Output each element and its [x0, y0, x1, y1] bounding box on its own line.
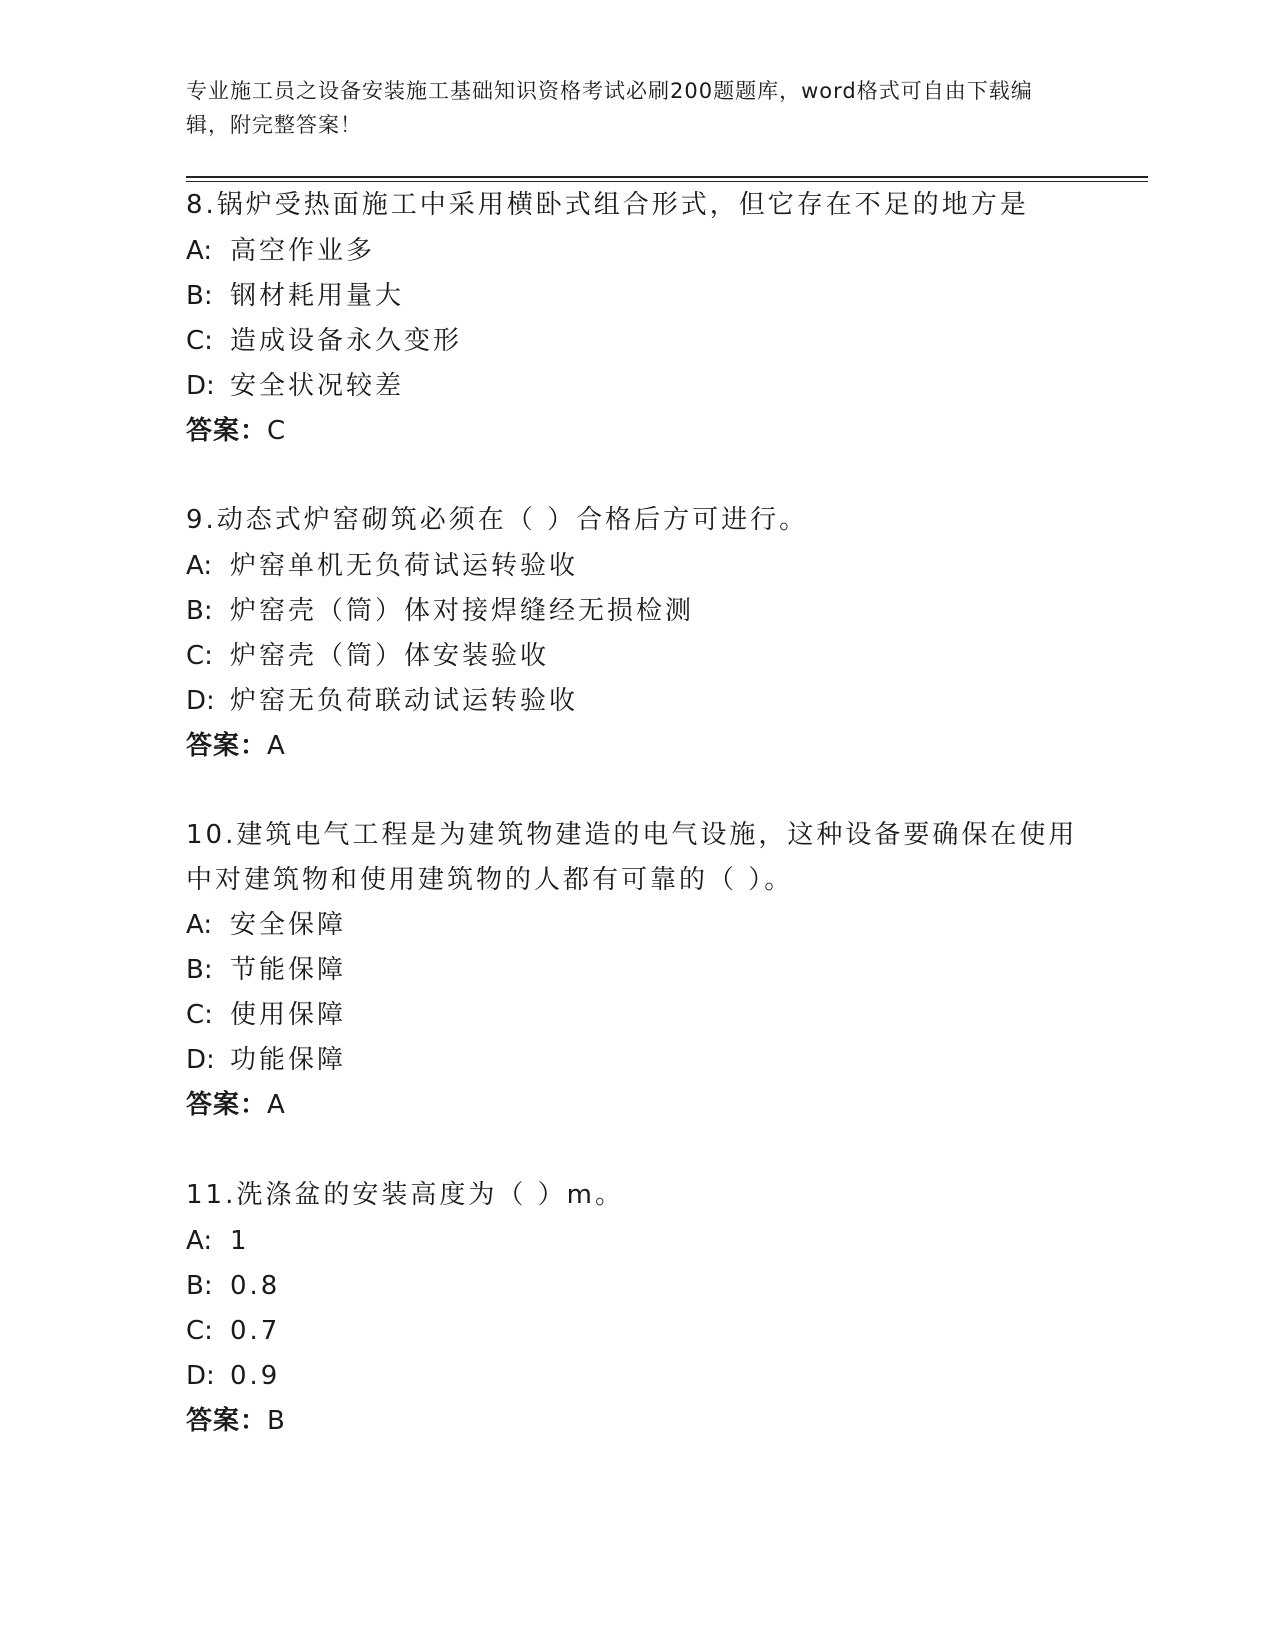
question-item: [186, 498, 1086, 769]
option-text: 安全保障: [230, 910, 347, 940]
option-d: [186, 679, 1086, 724]
option-a: [186, 903, 1086, 948]
option-a: [186, 1219, 1086, 1264]
option-c: [186, 634, 1086, 679]
option-key: A:: [186, 1226, 213, 1256]
option-d: [186, 364, 1086, 409]
answer-label: 答案：: [186, 731, 268, 761]
option-c: [186, 319, 1086, 364]
option-key: B:: [186, 1271, 213, 1301]
option-text: 1: [230, 1226, 250, 1256]
option-key: D:: [186, 686, 215, 716]
header-divider: [186, 176, 1148, 182]
option-key: C:: [186, 641, 213, 671]
option-text: 炉窑单机无负荷试运转验收: [230, 551, 579, 581]
option-key: A:: [186, 551, 213, 581]
question-stem: 10.建筑电气工程是为建筑物建造的电气设施，这种设备要确保在使用中对建筑物和使用建筑物的人都有可靠的（ ）。: [186, 820, 1078, 895]
answer-line: [186, 724, 1086, 769]
option-key: C:: [186, 1316, 213, 1346]
answer-line: [186, 409, 1086, 454]
answer-line: [186, 1399, 1086, 1444]
question-item: [186, 813, 1086, 1128]
answer-value: C: [267, 416, 287, 446]
option-text: 高空作业多: [230, 236, 376, 266]
document-header: 专业施工员之设备安装施工基础知识资格考试必刷200题题库，word格式可自由下载编辑，附完整答案！: [186, 79, 1033, 137]
option-text: 炉窑无负荷联动试运转验收: [230, 686, 579, 716]
option-b: [186, 948, 1086, 993]
option-key: C:: [186, 1000, 213, 1030]
option-text: 造成设备永久变形: [230, 326, 463, 356]
question-item: [186, 1173, 1086, 1444]
option-key: B:: [186, 955, 213, 985]
option-text: 使用保障: [230, 1000, 347, 1030]
option-key: B:: [186, 281, 213, 311]
option-a: [186, 544, 1086, 589]
answer-label: 答案：: [186, 1406, 268, 1436]
option-key: A:: [186, 910, 213, 940]
option-c: [186, 993, 1086, 1038]
option-b: [186, 1264, 1086, 1309]
option-a: [186, 229, 1086, 274]
option-key: C:: [186, 326, 213, 356]
option-c: [186, 1309, 1086, 1354]
option-text: 钢材耗用量大: [230, 281, 405, 311]
question-stem: 9.动态式炉窑砌筑必须在（ ）合格后方可进行。: [186, 505, 809, 535]
question-item: [186, 183, 1086, 454]
option-text: 0.9: [230, 1361, 281, 1391]
answer-label: 答案：: [186, 416, 268, 446]
option-key: B:: [186, 596, 213, 626]
option-b: [186, 274, 1086, 319]
option-key: D:: [186, 371, 215, 401]
option-text: 功能保障: [230, 1045, 347, 1075]
answer-value: A: [267, 731, 286, 761]
option-d: [186, 1354, 1086, 1399]
option-text: 炉窑壳（筒）体对接焊缝经无损检测: [230, 596, 695, 626]
answer-label: 答案：: [186, 1090, 268, 1120]
question-stem: 11.洗涤盆的安装高度为（ ）m。: [186, 1180, 624, 1210]
option-b: [186, 589, 1086, 634]
option-key: A:: [186, 236, 213, 266]
option-text: 炉窑壳（筒）体安装验收: [230, 641, 550, 671]
option-key: D:: [186, 1045, 215, 1075]
answer-value: A: [267, 1090, 286, 1120]
question-stem: 8.锅炉受热面施工中采用横卧式组合形式，但它存在不足的地方是: [186, 190, 1029, 220]
option-text: 0.8: [230, 1271, 281, 1301]
answer-line: [186, 1083, 1086, 1128]
option-text: 0.7: [230, 1316, 281, 1346]
option-key: D:: [186, 1361, 215, 1391]
answer-value: B: [267, 1406, 286, 1436]
option-text: 节能保障: [230, 955, 347, 985]
option-d: [186, 1038, 1086, 1083]
option-text: 安全状况较差: [230, 371, 405, 401]
